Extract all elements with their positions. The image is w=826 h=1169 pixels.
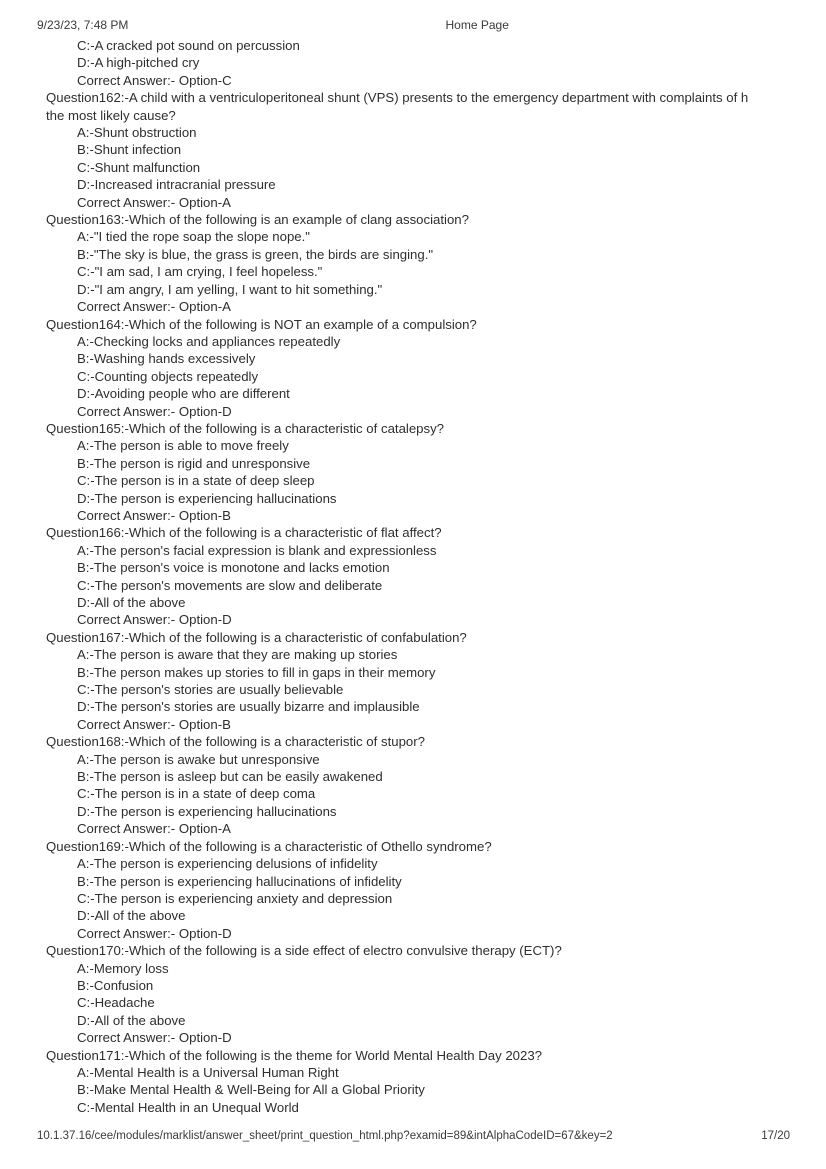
option-line: D:-All of the above xyxy=(77,908,186,924)
correct-answer-line: Correct Answer:- Option-B xyxy=(77,507,231,523)
option-line: D:-All of the above xyxy=(77,595,186,610)
option-line: A:-Mental Health is a Universal Human Right xyxy=(77,1064,339,1080)
question-text: Question163:-Which of the following is an example of clang association? xyxy=(46,212,469,228)
option-line: B:-Shunt infection xyxy=(77,142,182,158)
option-line: A:-The person is aware that they are making up stories xyxy=(77,647,398,663)
option-line: D:-"I am angry, I am yelling, I want to hit something." xyxy=(77,281,383,297)
option-line: A:-"I tied the rope soap the slope nope." xyxy=(77,229,310,245)
question-text: Question169:-Which of the following is a characteristic of Othello syndrome? xyxy=(46,838,492,854)
correct-answer-line: Correct Answer:- Option-A xyxy=(77,194,231,210)
option-line: C:-Counting objects repeatedly xyxy=(77,368,259,384)
print-footer xyxy=(37,1130,790,1142)
option-line: D:-All of the above xyxy=(77,1012,186,1028)
option-line: B:-The person makes up stories to fill in gaps in their memory xyxy=(77,664,436,680)
option-line: C:-"I am sad, I am crying, I feel hopeless." xyxy=(77,264,323,280)
print-datetime: 9/23/23, 7:48 PM xyxy=(37,18,129,32)
option-line: B:-The person's voice is monotone and lacks emotion xyxy=(77,560,390,576)
correct-answer-line: Correct Answer:- Option-D xyxy=(77,1030,232,1046)
correct-answer-line: Correct Answer:- Option-D xyxy=(77,612,232,628)
question-text: Question167:-Which of the following is a characteristic of confabulation? xyxy=(46,629,467,645)
option-line: C:-The person's stories are usually believable xyxy=(77,682,344,698)
print-header xyxy=(37,18,826,32)
option-line: A:-Checking locks and appliances repeatedly xyxy=(77,333,341,349)
question-text: Question168:-Which of the following is a characteristic of stupor? xyxy=(46,734,425,750)
option-line: C:-The person is experiencing anxiety and depression xyxy=(77,890,393,906)
option-line: B:-Confusion xyxy=(77,977,154,993)
option-line: B:-The person is rigid and unresponsive xyxy=(77,455,311,471)
print-page-title: Home Page xyxy=(445,18,509,32)
print-source-url: 10.1.37.16/cee/modules/marklist/answer_sheet/print_question_html.php?examid=89&intAlphaCodeID=67&key=2 xyxy=(37,1130,613,1142)
question-text: Question162:-A child with a ventriculoperitoneal shunt (VPS) presents to the emergency department with complaints of h xyxy=(46,90,749,106)
option-line: A:-The person is able to move freely xyxy=(77,438,289,454)
question-list xyxy=(0,37,826,1116)
option-line: D:-Avoiding people who are different xyxy=(77,386,290,402)
option-line: Correct Answer:- Option-C xyxy=(77,72,232,88)
option-line: B:-Washing hands excessively xyxy=(77,351,256,367)
question-text: Question166:-Which of the following is a characteristic of flat affect? xyxy=(46,525,442,541)
option-line: C:-A cracked pot sound on percussion xyxy=(77,38,300,53)
option-line: D:-The person's stories are usually bizarre and implausible xyxy=(77,699,420,715)
question-text: Question165:-Which of the following is a characteristic of catalepsy? xyxy=(46,420,445,436)
option-line: B:-The person is experiencing hallucinations of infidelity xyxy=(77,873,402,889)
option-line: C:-Headache xyxy=(77,995,155,1011)
question-text: Question170:-Which of the following is a side effect of electro convulsive therapy (ECT)? xyxy=(46,943,562,959)
option-line: D:-The person is experiencing hallucinations xyxy=(77,803,337,819)
print-page-number: 17/20 xyxy=(761,1130,790,1142)
option-line: A:-Memory loss xyxy=(77,960,169,976)
option-line: C:-The person is in a state of deep sleep xyxy=(77,473,315,489)
correct-answer-line: Correct Answer:- Option-B xyxy=(77,716,231,732)
option-line: A:-The person's facial expression is blank and expressionless xyxy=(77,542,437,558)
option-line: A:-The person is awake but unresponsive xyxy=(77,751,320,767)
option-line: D:-Increased intracranial pressure xyxy=(77,177,276,193)
option-line: A:-The person is experiencing delusions of infidelity xyxy=(77,856,378,872)
option-line: C:-Mental Health in an Unequal World xyxy=(77,1099,299,1115)
option-line: B:-Make Mental Health & Well-Being for All a Global Priority xyxy=(77,1082,425,1098)
correct-answer-line: Correct Answer:- Option-A xyxy=(77,299,231,315)
option-line: B:-"The sky is blue, the grass is green, the birds are singing." xyxy=(77,246,434,262)
question-text: Question164:-Which of the following is NOT an example of a compulsion? xyxy=(46,316,477,332)
correct-answer-line: Correct Answer:- Option-D xyxy=(77,925,232,941)
question-text: Question171:-Which of the following is the theme for World Mental Health Day 2023? xyxy=(46,1047,543,1063)
option-line: C:-The person is in a state of deep coma xyxy=(77,786,316,802)
question-text: the most likely cause? xyxy=(46,107,176,123)
correct-answer-line: Correct Answer:- Option-A xyxy=(77,821,231,837)
option-line: C:-The person's movements are slow and deliberate xyxy=(77,577,383,593)
correct-answer-line: Correct Answer:- Option-D xyxy=(77,403,232,419)
option-line: D:-The person is experiencing hallucinations xyxy=(77,490,337,506)
option-line: D:-A high-pitched cry xyxy=(77,55,200,71)
option-line: B:-The person is asleep but can be easily awakened xyxy=(77,769,383,785)
option-line: C:-Shunt malfunction xyxy=(77,159,201,175)
option-line: A:-Shunt obstruction xyxy=(77,125,197,141)
